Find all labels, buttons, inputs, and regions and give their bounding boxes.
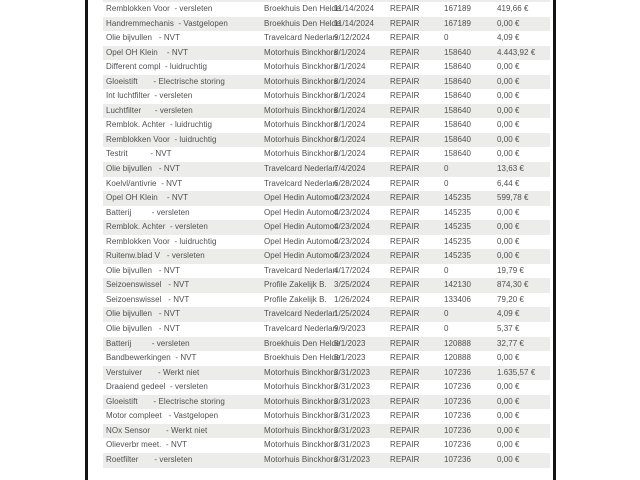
cell-order: 158640 [444, 134, 471, 144]
cell-type: REPAIR [390, 91, 420, 101]
cell-amount: 0,00 € [497, 353, 520, 363]
cell-order: 142130 [444, 280, 471, 290]
cell-vendor: Motorhuis Binckhors [264, 149, 338, 159]
cell-description: Motor compleet - Vastgelopen [106, 411, 219, 421]
table-row[interactable] [103, 249, 550, 264]
cell-type: REPAIR [390, 164, 420, 174]
cell-date: 8/1/2024 [334, 76, 366, 86]
cell-date: 8/1/2024 [334, 120, 366, 130]
table-row[interactable] [103, 453, 550, 468]
cell-amount: 0,00 € [497, 207, 520, 217]
cell-description: Remblokken Voor - versleten [106, 4, 213, 13]
table-row[interactable] [103, 351, 550, 366]
table-row[interactable] [103, 89, 550, 104]
cell-vendor: Travelcard Nederlan [264, 309, 338, 319]
cell-vendor: Travelcard Nederlan [264, 178, 338, 188]
cell-amount: 0,00 € [497, 440, 520, 450]
cell-description: Opel OH Klein - NVT [106, 193, 189, 203]
cell-date: 8/1/2024 [334, 105, 366, 115]
cell-order: 107236 [444, 440, 471, 450]
cell-date: 11/14/2024 [334, 4, 374, 13]
cell-date: 8/1/2024 [334, 149, 366, 159]
cell-vendor: Profile Zakelijk B. [264, 280, 327, 290]
table-row[interactable] [103, 206, 550, 221]
cell-order: 120888 [444, 353, 471, 363]
cell-description: Olie bijvullen - NVT [106, 309, 181, 319]
table-row[interactable] [103, 322, 550, 337]
cell-vendor: Motorhuis Binckhors [264, 440, 338, 450]
cell-date: 3/31/2023 [334, 411, 371, 421]
table-row[interactable] [103, 424, 550, 439]
cell-description: Olie bijvullen - NVT [106, 324, 181, 334]
cell-type: REPAIR [390, 396, 420, 406]
cell-type: REPAIR [390, 353, 420, 363]
table-row[interactable] [103, 337, 550, 352]
cell-amount: 419,66 € [497, 4, 529, 13]
cell-vendor: Motorhuis Binckhors [264, 382, 338, 392]
cell-order: 158640 [444, 76, 471, 86]
cell-description: Remblokken Voor - luidruchtig [106, 134, 217, 144]
table-row[interactable] [103, 220, 550, 235]
cell-amount: 0,00 € [497, 382, 520, 392]
cell-description: Testrit - NVT [106, 149, 172, 159]
table-row[interactable] [103, 17, 550, 32]
table-row[interactable] [103, 31, 550, 46]
cell-description: Remblok. Achter - versleten [106, 222, 208, 232]
cell-date: 1/25/2024 [334, 309, 371, 319]
cell-date: 3/25/2024 [334, 280, 371, 290]
cell-order: 107236 [444, 425, 471, 435]
cell-vendor: Motorhuis Binckhors [264, 454, 338, 464]
cell-description: Batterij - versleten [106, 207, 190, 217]
cell-date: 6/28/2024 [334, 178, 371, 188]
cell-description: Seizoenswissel - NVT [106, 280, 190, 290]
cell-description: NOx Sensor - Werkt niet [106, 425, 208, 435]
cell-order: 158640 [444, 120, 471, 130]
cell-type: REPAIR [390, 207, 420, 217]
cell-vendor: Motorhuis Binckhors [264, 134, 338, 144]
cell-description: Olie bijvullen - NVT [106, 33, 181, 43]
cell-type: REPAIR [390, 120, 420, 130]
cell-date: 8/1/2024 [334, 62, 366, 72]
cell-order: 145235 [444, 236, 471, 246]
cell-type: REPAIR [390, 105, 420, 115]
cell-vendor: Opel Hedin Automoti [264, 251, 339, 261]
cell-vendor: Opel Hedin Automoti [264, 222, 339, 232]
cell-amount: 5,37 € [497, 324, 520, 334]
cell-date: 4/23/2024 [334, 251, 371, 261]
cell-date: 8/1/2024 [334, 134, 366, 144]
cell-description: Gloeistift - Electrische storing [106, 76, 225, 86]
cell-amount: 0,00 € [497, 411, 520, 421]
cell-amount: 4.443,92 € [497, 47, 536, 57]
cell-amount: 0,00 € [497, 134, 520, 144]
cell-description: Draaiend gedeel - versleten [106, 382, 208, 392]
cell-description: Olieverbr meet. - NVT [106, 440, 188, 450]
page-border-right [553, 0, 556, 480]
cell-date: 8/1/2024 [334, 91, 366, 101]
cell-vendor: Travelcard Nederlan [264, 33, 338, 43]
cell-order: 0 [444, 164, 449, 174]
cell-amount: 1.635,57 € [497, 367, 536, 377]
cell-vendor: Travelcard Nederlan [264, 324, 338, 334]
cell-date: 8/1/2023 [334, 338, 366, 348]
cell-amount: 874,30 € [497, 280, 529, 290]
cell-order: 120888 [444, 338, 471, 348]
table-row[interactable] [103, 147, 550, 162]
cell-date: 3/31/2023 [334, 425, 371, 435]
cell-date: 11/14/2024 [334, 18, 374, 28]
cell-type: REPAIR [390, 62, 420, 72]
table-row[interactable] [103, 133, 550, 148]
table-row[interactable] [103, 307, 550, 322]
cell-order: 145235 [444, 193, 471, 203]
cell-vendor: Motorhuis Binckhors [264, 76, 338, 86]
cell-vendor: Opel Hedin Automoti [264, 193, 339, 203]
cell-type: REPAIR [390, 382, 420, 392]
cell-type: REPAIR [390, 222, 420, 232]
cell-order: 107236 [444, 454, 471, 464]
cell-vendor: Motorhuis Binckhors [264, 396, 338, 406]
cell-date: 9/9/2023 [334, 324, 366, 334]
cell-order: 0 [444, 324, 449, 334]
cell-amount: 0,00 € [497, 236, 520, 246]
cell-description: Int luchtfilter - versleten [106, 91, 193, 101]
cell-amount: 13,63 € [497, 164, 525, 174]
cell-vendor: Opel Hedin Automoti [264, 207, 339, 217]
cell-type: REPAIR [390, 338, 420, 348]
cell-type: REPAIR [390, 134, 420, 144]
table-row[interactable] [103, 293, 550, 308]
cell-amount: 0,00 € [497, 222, 520, 232]
cell-order: 167189 [444, 18, 471, 28]
cell-description: Handremmechanis - Vastgelopen [106, 18, 228, 28]
cell-vendor: Motorhuis Binckhors [264, 105, 338, 115]
cell-description: Verstuiver - Werkt niet [106, 367, 200, 377]
cell-date: 3/31/2023 [334, 367, 371, 377]
table-row[interactable] [103, 438, 550, 453]
cell-vendor: Broekhuis Den Helde [264, 353, 341, 363]
table-row[interactable] [103, 409, 550, 424]
table-row[interactable] [103, 366, 550, 381]
cell-amount: 0,00 € [497, 396, 520, 406]
cell-amount: 0,00 € [497, 91, 520, 101]
cell-vendor: Profile Zakelijk B. [264, 294, 327, 304]
cell-description: Olie bijvullen - NVT [106, 164, 181, 174]
cell-description: Seizoenswissel - NVT [106, 294, 190, 304]
table-row[interactable] [103, 235, 550, 250]
cell-date: 4/23/2024 [334, 222, 371, 232]
cell-order: 158640 [444, 62, 471, 72]
cell-type: REPAIR [390, 411, 420, 421]
cell-date: 3/31/2023 [334, 382, 371, 392]
table-row[interactable] [103, 118, 550, 133]
cell-order: 145235 [444, 222, 471, 232]
cell-description: Opel OH Klein - NVT [106, 47, 189, 57]
cell-amount: 0,00 € [497, 149, 520, 159]
cell-vendor: Travelcard Nederlan [264, 265, 338, 275]
cell-type: REPAIR [390, 251, 420, 261]
cell-type: REPAIR [390, 294, 420, 304]
cell-order: 158640 [444, 149, 471, 159]
cell-date: 1/26/2024 [334, 294, 371, 304]
cell-vendor: Broekhuis Den Helde [264, 4, 341, 13]
cell-vendor: Motorhuis Binckhors [264, 47, 338, 57]
table-row[interactable] [103, 191, 550, 206]
cell-date: 7/4/2024 [334, 164, 366, 174]
cell-type: REPAIR [390, 440, 420, 450]
cell-type: REPAIR [390, 280, 420, 290]
cell-amount: 0,00 € [497, 425, 520, 435]
cell-date: 3/31/2023 [334, 454, 371, 464]
cell-order: 167189 [444, 4, 471, 13]
cell-date: 3/31/2023 [334, 440, 371, 450]
cell-description: Ruitenw.blad V - versleten [106, 251, 205, 261]
cell-amount: 0,00 € [497, 76, 520, 86]
table-row[interactable] [103, 2, 550, 17]
cell-vendor: Motorhuis Binckhors [264, 62, 338, 72]
cell-type: REPAIR [390, 4, 420, 13]
cell-amount: 19,79 € [497, 265, 525, 275]
cell-date: 8/1/2024 [334, 47, 366, 57]
cell-order: 107236 [444, 411, 471, 421]
maintenance-records-table [103, 2, 550, 468]
cell-order: 0 [444, 33, 449, 43]
cell-type: REPAIR [390, 236, 420, 246]
cell-amount: 79,20 € [497, 294, 525, 304]
table-row[interactable] [103, 177, 550, 192]
cell-date: 8/1/2023 [334, 353, 366, 363]
cell-order: 0 [444, 265, 449, 275]
table-row[interactable] [103, 395, 550, 410]
cell-order: 158640 [444, 91, 471, 101]
cell-type: REPAIR [390, 309, 420, 319]
cell-vendor: Opel Hedin Automoti [264, 236, 339, 246]
cell-type: REPAIR [390, 425, 420, 435]
cell-type: REPAIR [390, 178, 420, 188]
cell-type: REPAIR [390, 454, 420, 464]
cell-amount: 0,00 € [497, 454, 520, 464]
table-row[interactable] [103, 278, 550, 293]
cell-amount: 0,00 € [497, 18, 520, 28]
cell-type: REPAIR [390, 18, 420, 28]
cell-vendor: Motorhuis Binckhors [264, 91, 338, 101]
cell-type: REPAIR [390, 47, 420, 57]
cell-date: 4/23/2024 [334, 207, 371, 217]
cell-date: 3/31/2023 [334, 396, 371, 406]
table-row[interactable] [103, 75, 550, 90]
cell-type: REPAIR [390, 265, 420, 275]
cell-description: Remblok. Achter - luidruchtig [106, 120, 212, 130]
cell-description: Koelvl/antivrie - NVT [106, 178, 183, 188]
cell-type: REPAIR [390, 149, 420, 159]
table-row[interactable] [103, 380, 550, 395]
cell-description: Olie bijvullen - NVT [106, 265, 181, 275]
cell-type: REPAIR [390, 76, 420, 86]
cell-description: Batterij - versleten [106, 338, 190, 348]
cell-description: Remblokken Voor - luidruchtig [106, 236, 217, 246]
cell-description: Gloeistift - Electrische storing [106, 396, 225, 406]
cell-order: 0 [444, 309, 449, 319]
cell-vendor: Motorhuis Binckhors [264, 425, 338, 435]
cell-order: 145235 [444, 251, 471, 261]
cell-amount: 599,78 € [497, 193, 529, 203]
cell-date: 4/17/2024 [334, 265, 371, 275]
table-row[interactable] [103, 60, 550, 75]
page-border-left [85, 0, 88, 480]
cell-type: REPAIR [390, 193, 420, 203]
cell-date: 4/23/2024 [334, 193, 371, 203]
cell-amount: 6,44 € [497, 178, 520, 188]
cell-amount: 0,00 € [497, 62, 520, 72]
cell-description: Luchtfilter - versleten [106, 105, 193, 115]
table-row[interactable] [103, 264, 550, 279]
cell-order: 107236 [444, 382, 471, 392]
cell-type: REPAIR [390, 324, 420, 334]
cell-vendor: Motorhuis Binckhors [264, 411, 338, 421]
cell-description: Bandbewerkingen - NVT [106, 353, 197, 363]
table-row[interactable] [103, 46, 550, 61]
cell-order: 145235 [444, 207, 471, 217]
cell-date: 9/12/2024 [334, 33, 371, 43]
cell-vendor: Motorhuis Binckhors [264, 367, 338, 377]
cell-order: 107236 [444, 367, 471, 377]
cell-order: 107236 [444, 396, 471, 406]
cell-amount: 4,09 € [497, 33, 520, 43]
cell-vendor: Travelcard Nederlan [264, 164, 338, 174]
cell-description: Different compl - luidruchtig [106, 62, 207, 72]
cell-amount: 0,00 € [497, 251, 520, 261]
cell-type: REPAIR [390, 367, 420, 377]
cell-order: 0 [444, 178, 449, 188]
cell-order: 158640 [444, 47, 471, 57]
cell-date: 4/23/2024 [334, 236, 371, 246]
table-row[interactable] [103, 162, 550, 177]
cell-type: REPAIR [390, 33, 420, 43]
cell-amount: 0,00 € [497, 120, 520, 130]
cell-order: 133406 [444, 294, 471, 304]
cell-order: 158640 [444, 105, 471, 115]
cell-vendor: Broekhuis Den Helde [264, 18, 341, 28]
cell-vendor: Broekhuis Den Helde [264, 338, 341, 348]
table-row[interactable] [103, 104, 550, 119]
cell-description: Roetfilter - versleten [106, 454, 193, 464]
cell-amount: 0,00 € [497, 105, 520, 115]
cell-vendor: Motorhuis Binckhors [264, 120, 338, 130]
cell-amount: 32,77 € [497, 338, 525, 348]
cell-amount: 4,09 € [497, 309, 520, 319]
